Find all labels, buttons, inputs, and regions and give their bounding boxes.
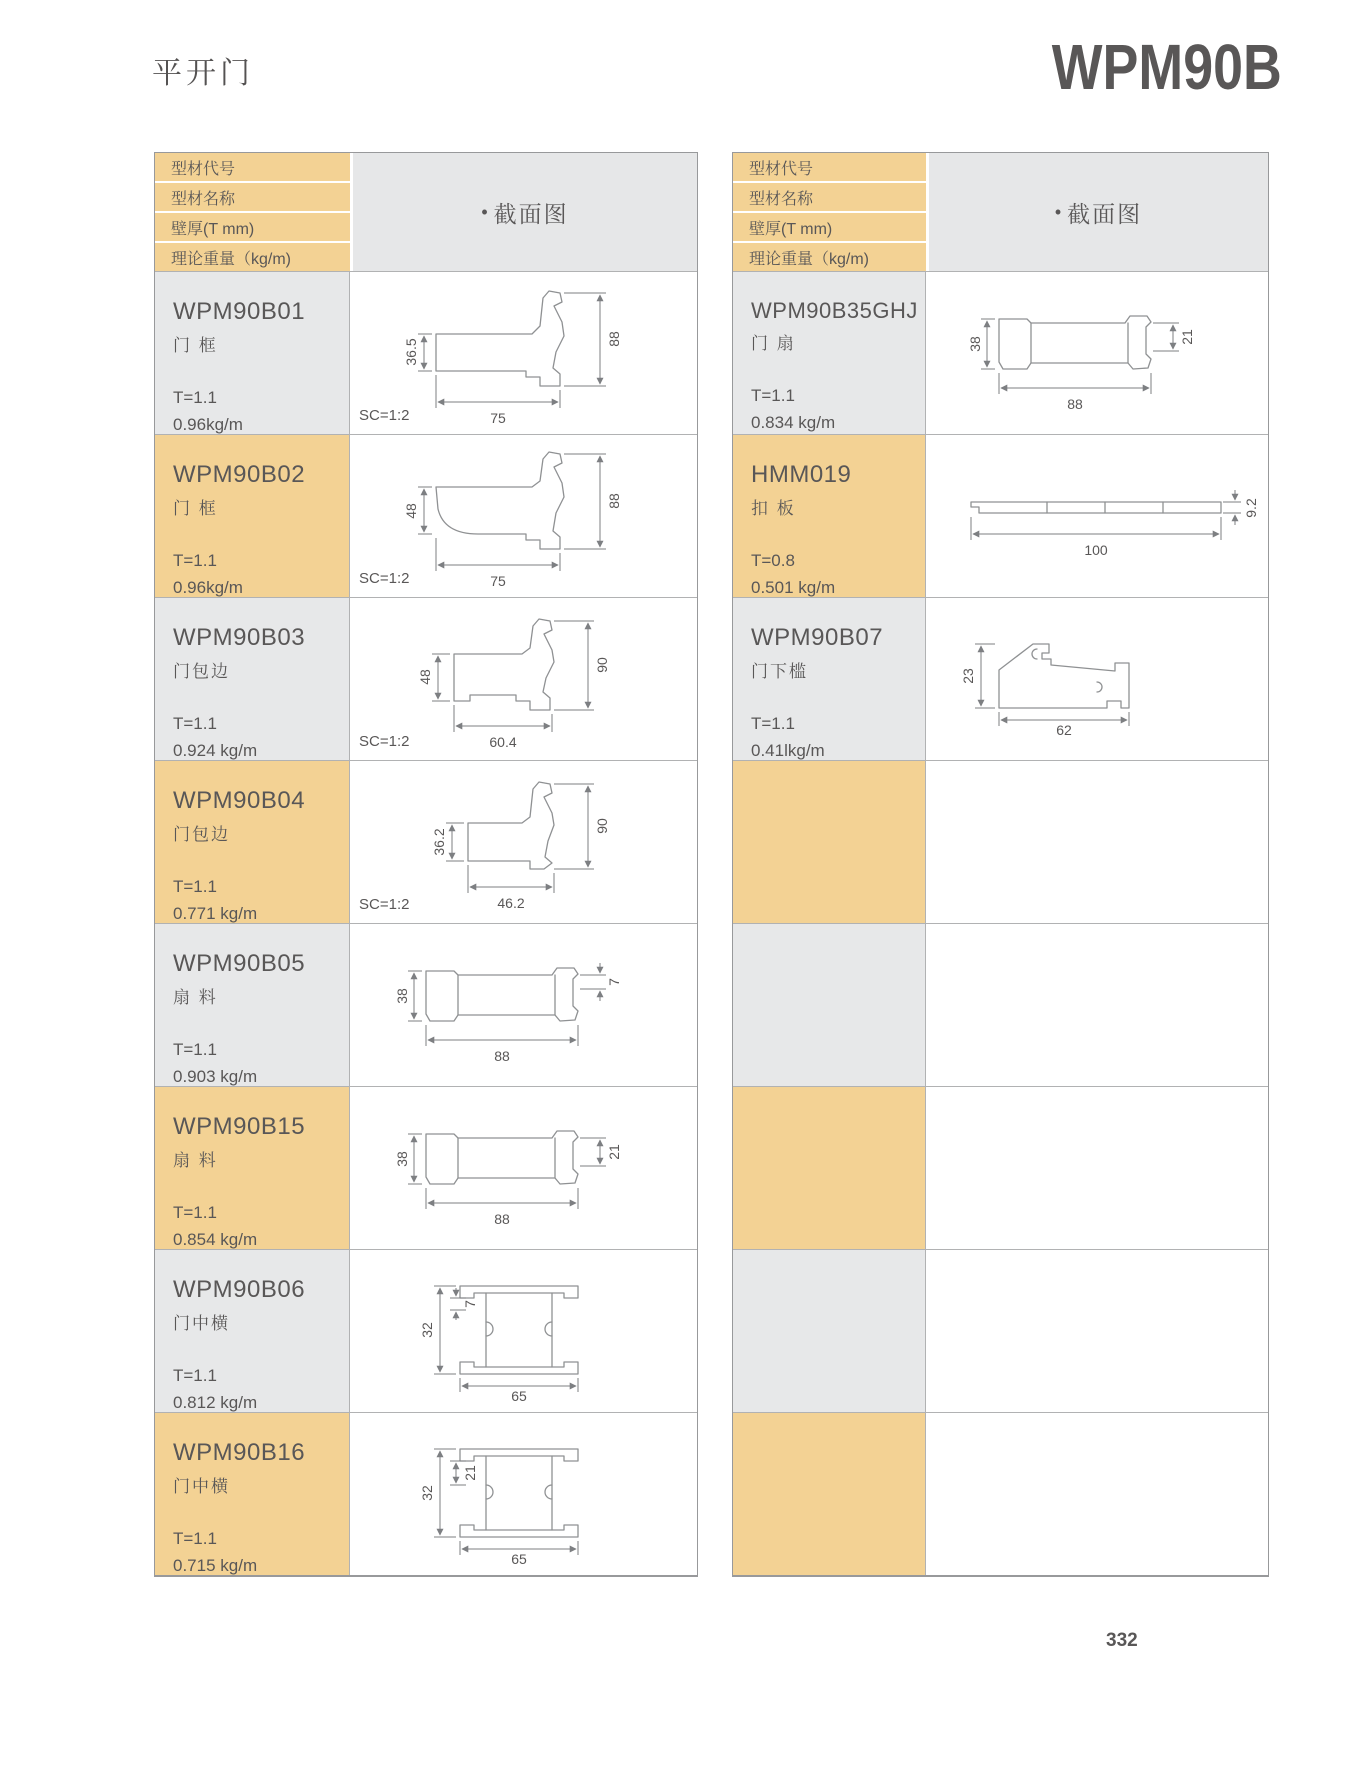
table-row xyxy=(155,1412,697,1575)
dimension xyxy=(426,1188,578,1227)
dimension xyxy=(460,1541,578,1565)
table-row xyxy=(155,1249,697,1412)
dimension-label: 36.5 xyxy=(402,338,419,366)
section-view-label: 截面图 xyxy=(1067,200,1143,227)
dimension-label: 21 xyxy=(1179,329,1195,345)
dimension xyxy=(564,454,622,549)
header-label-column xyxy=(155,153,350,271)
table-row-empty xyxy=(733,760,1268,923)
profile-name: 扇 料 xyxy=(173,1151,218,1170)
header-wall-thickness: 壁厚(T mm) xyxy=(155,213,350,243)
dimension xyxy=(450,1461,478,1485)
profile-info-cell-empty xyxy=(733,924,926,1086)
scale-note: SC=1:2 xyxy=(359,896,410,913)
dimension-label: 48 xyxy=(402,503,419,519)
dimension-label: 46.2 xyxy=(496,895,525,911)
profile-info-cell-empty xyxy=(733,761,926,923)
profile-code: WPM90B07 xyxy=(751,624,884,651)
wall-thickness: T=1.1 xyxy=(751,386,795,405)
profile-code: WPM90B03 xyxy=(173,624,306,651)
dimension xyxy=(1223,490,1259,525)
profile-outline xyxy=(460,1286,578,1374)
dimension-label: 7 xyxy=(605,978,622,986)
dimension xyxy=(967,319,995,369)
cross-section-diagram xyxy=(374,767,674,917)
wall-thickness: T=1.1 xyxy=(173,1203,217,1222)
cross-section-diagram xyxy=(374,441,674,591)
table-row-empty xyxy=(733,1086,1268,1249)
theoretical-weight: 0.41lkg/m xyxy=(751,741,825,760)
dimension-label: 21 xyxy=(461,1465,478,1481)
dimension-label: 48 xyxy=(416,669,433,685)
scale-note: SC=1:2 xyxy=(359,733,410,750)
profile-info-cell xyxy=(155,1087,350,1249)
wall-thickness: T=1.1 xyxy=(173,714,217,733)
screw-port xyxy=(486,1322,552,1336)
dimension xyxy=(419,1286,456,1374)
profile-outline xyxy=(454,619,554,710)
section-diagram-cell-empty xyxy=(926,1087,1268,1249)
table-header xyxy=(733,153,1268,271)
profile-outline xyxy=(436,291,564,386)
section-diagram-cell xyxy=(350,924,697,1086)
theoretical-weight: 0.96kg/m xyxy=(173,578,243,597)
table-row xyxy=(155,597,697,760)
section-diagram-cell xyxy=(350,761,697,923)
header-profile-name: 型材名称 xyxy=(733,183,926,213)
profile-info-cell xyxy=(733,598,926,760)
profile-info-cell xyxy=(155,598,350,760)
table-row xyxy=(155,923,697,1086)
cross-section-diagram xyxy=(947,292,1247,414)
cross-section-diagram xyxy=(374,604,674,754)
profile-code: WPM90B35GHJ xyxy=(751,298,918,323)
header-theoretical-weight: 理论重量（kg/m) xyxy=(733,243,926,271)
profile-inner-wall xyxy=(486,1456,552,1530)
header-profile-code: 型材代号 xyxy=(733,153,926,183)
dimension xyxy=(999,712,1129,736)
dimension-label: 32 xyxy=(418,1322,435,1338)
profile-name: 门 框 xyxy=(173,499,218,518)
dimension-label: 38 xyxy=(393,1151,410,1167)
dimension xyxy=(554,621,610,710)
section-diagram-cell xyxy=(350,1413,697,1575)
theoretical-weight: 0.903 kg/m xyxy=(173,1067,258,1086)
page-number: 332 xyxy=(1106,1630,1138,1651)
profile-info-cell xyxy=(155,435,350,597)
table-header xyxy=(155,153,697,271)
profile-info-cell-empty xyxy=(733,1087,926,1249)
table-row xyxy=(733,434,1268,597)
section-diagram-cell-empty xyxy=(926,1413,1268,1575)
profile-code: WPM90B15 xyxy=(173,1113,306,1140)
profile-outline xyxy=(971,502,1221,513)
dimension xyxy=(960,644,995,708)
profile-name: 门中横 xyxy=(173,1314,230,1333)
dimension xyxy=(436,538,560,589)
dimension xyxy=(436,375,560,426)
dimension-label: 7 xyxy=(461,1300,478,1308)
dimension xyxy=(554,784,610,869)
profile-info-cell-empty xyxy=(733,1413,926,1575)
dimension-label: 9.2 xyxy=(1243,498,1259,518)
dimension-label: 65 xyxy=(510,1551,527,1565)
dimension-label: 88 xyxy=(493,1048,510,1064)
profile-outline xyxy=(468,782,554,869)
profile-name: 门 框 xyxy=(173,336,218,355)
dimension-label: 90 xyxy=(593,657,610,673)
dimension xyxy=(1153,323,1195,351)
wall-thickness: T=1.1 xyxy=(751,714,795,733)
dimension xyxy=(971,517,1221,558)
wall-thickness: T=1.1 xyxy=(173,1040,217,1059)
profile-info-cell xyxy=(155,761,350,923)
wall-thickness: T=1.1 xyxy=(173,877,217,896)
wall-thickness: T=1.1 xyxy=(173,388,217,407)
dimension xyxy=(394,971,422,1021)
dimension xyxy=(580,1138,622,1166)
dimension-label: 32 xyxy=(418,1485,435,1501)
header-theoretical-weight: 理论重量（kg/m) xyxy=(155,243,350,271)
dimension-label: 23 xyxy=(960,668,976,684)
profile-inner-wall xyxy=(458,1138,555,1178)
section-diagram-cell xyxy=(350,1087,697,1249)
profile-info-cell xyxy=(155,272,350,434)
cross-section-diagram xyxy=(394,1423,654,1565)
table-row xyxy=(733,271,1268,434)
cross-section-diagram xyxy=(947,622,1247,736)
section-diagram-cell xyxy=(350,1250,697,1412)
dimension-label: 88 xyxy=(493,1211,510,1227)
section-diagram-cell xyxy=(350,435,697,597)
dimension-label: 88 xyxy=(605,493,622,509)
profile-table-right xyxy=(732,152,1269,1577)
profile-inner-wall xyxy=(1047,502,1163,513)
table-row-empty xyxy=(733,1412,1268,1575)
profile-name: 门包边 xyxy=(173,825,230,844)
theoretical-weight: 0.96kg/m xyxy=(173,415,243,434)
cross-section-diagram xyxy=(394,1260,654,1402)
dimension xyxy=(394,1134,422,1184)
table-row xyxy=(155,434,697,597)
profile-outline xyxy=(436,452,564,549)
section-diagram-cell xyxy=(926,598,1268,760)
header-section-view xyxy=(350,153,697,271)
cross-section-diagram xyxy=(374,278,674,428)
section-diagram-cell xyxy=(350,598,697,760)
profile-inner-wall xyxy=(1031,323,1128,363)
wall-thickness: T=0.8 xyxy=(751,551,795,570)
dimension-label: 38 xyxy=(967,336,983,352)
wall-thickness: T=1.1 xyxy=(173,1529,217,1548)
section-view-label: 截面图 xyxy=(493,200,569,227)
section-diagram-cell xyxy=(350,272,697,434)
table-row-empty xyxy=(733,1249,1268,1412)
profile-name: 门下槛 xyxy=(751,662,808,681)
profile-code: WPM90B05 xyxy=(173,950,306,977)
profile-code: WPM90B01 xyxy=(173,298,306,325)
section-diagram-cell-empty xyxy=(926,1250,1268,1412)
profile-inner-wall xyxy=(486,1293,552,1367)
dimension-label: 88 xyxy=(605,331,622,347)
profile-inner-wall xyxy=(458,975,555,1015)
profile-code: WPM90B02 xyxy=(173,461,306,488)
section-diagram-cell-empty xyxy=(926,924,1268,1086)
dimension xyxy=(454,705,552,750)
cross-section-diagram xyxy=(927,472,1267,560)
cross-section-diagram xyxy=(374,1107,674,1229)
header-section-view xyxy=(926,153,1268,271)
scale-note: SC=1:2 xyxy=(359,407,410,424)
theoretical-weight: 0.924 kg/m xyxy=(173,741,258,760)
bullet-icon: • xyxy=(481,201,488,222)
dimension-label: 75 xyxy=(489,410,506,426)
table-row xyxy=(155,271,697,434)
table-row xyxy=(155,1086,697,1249)
profile-name: 门包边 xyxy=(173,662,230,681)
wall-thickness: T=1.1 xyxy=(173,551,217,570)
dimension xyxy=(999,373,1151,412)
cross-section-diagram xyxy=(374,944,674,1066)
section-diagram-cell-empty xyxy=(926,761,1268,923)
header-profile-name: 型材名称 xyxy=(155,183,350,213)
dimension-label: 90 xyxy=(593,818,610,834)
bullet-icon: • xyxy=(1054,201,1062,222)
section-diagram-cell xyxy=(926,272,1268,434)
scale-note: SC=1:2 xyxy=(359,570,410,587)
header-wall-thickness: 壁厚(T mm) xyxy=(733,213,926,243)
dimension xyxy=(431,823,464,861)
page-title: 平开门 xyxy=(152,57,254,90)
dimension xyxy=(426,1025,578,1064)
dimension xyxy=(468,865,554,911)
dimension xyxy=(460,1378,578,1402)
header-profile-code: 型材代号 xyxy=(155,153,350,183)
table-row-empty xyxy=(733,923,1268,1086)
theoretical-weight: 0.834 kg/m xyxy=(751,413,836,432)
profile-code: HMM019 xyxy=(751,461,852,488)
dimension xyxy=(403,487,432,534)
profile-code: WPM90B06 xyxy=(173,1276,306,1303)
profile-name: 门中横 xyxy=(173,1477,230,1496)
theoretical-weight: 0.715 kg/m xyxy=(173,1556,258,1575)
profile-table-left xyxy=(154,152,698,1577)
dimension xyxy=(403,334,432,371)
profile-info-cell-empty xyxy=(733,1250,926,1412)
wall-thickness: T=1.1 xyxy=(173,1366,217,1385)
dimension-label: 62 xyxy=(1056,722,1072,736)
theoretical-weight: 0.771 kg/m xyxy=(173,904,258,923)
theoretical-weight: 0.854 kg/m xyxy=(173,1230,258,1249)
dimension xyxy=(419,1449,456,1537)
dimension-label: 75 xyxy=(489,573,506,589)
screw-port xyxy=(486,1485,552,1499)
section-diagram-cell xyxy=(926,435,1268,597)
profile-name: 门 扇 xyxy=(751,334,796,353)
profile-info-cell xyxy=(155,924,350,1086)
profile-info-cell xyxy=(733,435,926,597)
profile-name: 扇 料 xyxy=(173,988,218,1007)
dimension-label: 88 xyxy=(1067,396,1083,412)
dimension xyxy=(417,654,450,701)
dimension xyxy=(564,293,622,386)
dimension-label: 21 xyxy=(605,1144,622,1160)
profile-code: WPM90B16 xyxy=(173,1439,306,1466)
header-label-column xyxy=(733,153,926,271)
dimension xyxy=(580,963,622,1001)
profile-code: WPM90B04 xyxy=(173,787,306,814)
profile-name: 扣 板 xyxy=(751,499,796,518)
theoretical-weight: 0.501 kg/m xyxy=(751,578,836,597)
dimension-label: 100 xyxy=(1084,542,1108,558)
profile-info-cell xyxy=(155,1250,350,1412)
profile-outline xyxy=(460,1449,578,1537)
profile-outline xyxy=(999,644,1129,708)
profile-info-cell xyxy=(733,272,926,434)
theoretical-weight: 0.812 kg/m xyxy=(173,1393,258,1412)
table-row xyxy=(733,597,1268,760)
dimension-label: 60.4 xyxy=(488,734,517,750)
dimension-label: 36.2 xyxy=(430,828,447,856)
table-row xyxy=(155,760,697,923)
dimension-label: 65 xyxy=(510,1388,527,1402)
profile-info-cell xyxy=(155,1413,350,1575)
dimension-label: 38 xyxy=(393,988,410,1004)
series-model-title: WPM90B xyxy=(1051,31,1282,103)
